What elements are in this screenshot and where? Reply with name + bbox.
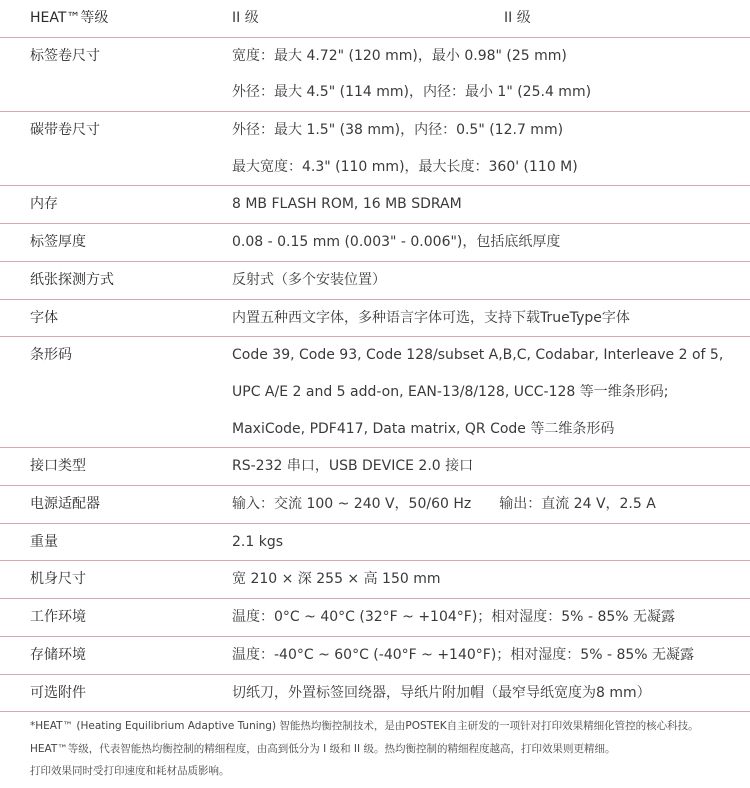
spec-values: [202, 38, 750, 111]
spec-row: [0, 486, 750, 524]
spec-value-line: [202, 599, 750, 636]
spec-value-line: [202, 224, 750, 261]
spec-row: [0, 637, 750, 675]
heat-line: [202, 0, 750, 37]
spec-label: 可选附件: [30, 684, 86, 701]
spec-value-line: [202, 637, 750, 674]
spec-row: [0, 186, 750, 224]
spec-row: [0, 112, 750, 186]
spec-values: [202, 186, 750, 223]
footnote-line-2: HEAT™等级，代表智能热均衡控制的精细程度，由高到低分为 I 级和 II 级。热均衡控制的精细程度越高，打印效果则更精细。: [30, 742, 616, 755]
spec-row: [0, 300, 750, 338]
heat-value-2: II 级: [504, 10, 531, 26]
spec-value-line: [202, 675, 750, 712]
spec-values: [202, 675, 750, 712]
spec-values: [202, 561, 750, 598]
spec-values: [202, 486, 750, 523]
spec-value-text: 内置五种西文字体，多种语言字体可选，支持下载TrueType字体: [232, 309, 630, 326]
spec-rows: [0, 38, 750, 713]
spec-value-line: [202, 374, 750, 411]
spec-values: [202, 524, 750, 561]
spec-label: 内存: [30, 196, 58, 213]
spec-row: [0, 262, 750, 300]
heat-label: HEAT™等级: [30, 10, 109, 26]
spec-value-text: MaxiCode, PDF417, Data matrix, QR Code 等二维条形码: [232, 420, 615, 437]
spec-values: [202, 224, 750, 261]
spec-row: [0, 38, 750, 112]
spec-label: 电源适配器: [30, 496, 100, 513]
spec-value-line: [202, 561, 750, 598]
spec-label: 标签厚度: [30, 234, 86, 251]
spec-value-text: 2.1 kgs: [232, 533, 284, 550]
spec-label: 条形码: [30, 347, 72, 364]
spec-value-line: [202, 300, 750, 337]
spec-value-line: [202, 448, 750, 485]
spec-values: [202, 637, 750, 674]
spec-value-line: [202, 262, 750, 299]
spec-values: [202, 448, 750, 485]
spec-value-text: 切纸刀，外置标签回绕器，导纸片附加帽（最窄导纸宽度为8 mm）: [232, 684, 651, 701]
spec-value-line: [202, 112, 750, 149]
spec-label: 存储环境: [30, 646, 86, 663]
heat-value-1: II 级: [232, 10, 259, 26]
spec-row: [0, 224, 750, 262]
spec-value-line: [202, 38, 750, 75]
spec-label: 标签卷尺寸: [30, 47, 100, 64]
spec-value-line: [202, 486, 750, 523]
heat-row: [0, 0, 750, 38]
spec-row: [0, 448, 750, 486]
spec-value-text: RS-232 串口，USB DEVICE 2.0 接口: [232, 458, 474, 475]
spec-value-text: 0.08 - 0.15 mm (0.003" - 0.006")，包括底纸厚度: [232, 234, 561, 251]
spec-value-text: UPC A/E 2 and 5 add-on, EAN-13/8/128, UCC-128 等一维条形码;: [232, 383, 669, 400]
spec-label: 碳带卷尺寸: [30, 122, 100, 139]
spec-value-text: 输入：交流 100 ~ 240 V，50/60 Hz: [232, 496, 472, 513]
spec-value-line: [202, 524, 750, 561]
spec-value-line: [202, 337, 750, 374]
spec-label: 接口类型: [30, 458, 86, 475]
spec-row: [0, 675, 750, 713]
spec-value-text: 宽度：最大 4.72" (120 mm)，最小 0.98" (25 mm): [232, 47, 567, 64]
footnote-line-3: 打印效果同时受打印速度和耗材品质影响。: [30, 765, 230, 777]
spec-label: 纸张探测方式: [30, 271, 114, 288]
spec-value-text: 外径：最大 4.5" (114 mm)，内径：最小 1" (25.4 mm): [232, 84, 592, 101]
spec-row: [0, 524, 750, 562]
heat-values: [202, 0, 750, 37]
spec-label: 工作环境: [30, 609, 86, 626]
spec-values: [202, 300, 750, 337]
spec-value-extra: 输出：直流 24 V，2.5 A: [499, 496, 656, 513]
spec-values: [202, 112, 750, 185]
spec-value-text: 温度：0°C ~ 40°C (32°F ~ +104°F)；相对湿度：5% - 85% 无凝露: [232, 609, 676, 626]
spec-value-text: 外径：最大 1.5" (38 mm)，内径：0.5" (12.7 mm): [232, 122, 564, 139]
spec-label: 重量: [30, 533, 58, 550]
spec-values: [202, 262, 750, 299]
footnote-line-1: *HEAT™ (Heating Equilibrium Adaptive Tuning) 智能热均衡控制技术，是由POSTEK自主研发的一项针对打印效果精细化管控的核心科技。: [30, 720, 699, 732]
spec-value-line: [202, 149, 750, 186]
spec-values: [202, 337, 750, 447]
spec-values: [202, 599, 750, 636]
spec-row: [0, 337, 750, 448]
footnote: [30, 715, 730, 783]
spec-label: 机身尺寸: [30, 571, 86, 588]
spec-value-text: 反射式（多个安装位置）: [232, 271, 386, 288]
spec-value-line: [202, 411, 750, 448]
spec-value-text: 8 MB FLASH ROM, 16 MB SDRAM: [232, 196, 462, 213]
spec-value-text: 最大宽度：4.3" (110 mm)，最大长度：360' (110 M): [232, 158, 578, 175]
spec-value-line: [202, 186, 750, 223]
spec-row: [0, 599, 750, 637]
spec-row: [0, 561, 750, 599]
spec-value-text: Code 39, Code 93, Code 128/subset A,B,C, Codabar, Interleave 2 of 5,: [232, 347, 724, 364]
spec-value-text: 宽 210 × 深 255 × 高 150 mm: [232, 571, 441, 588]
spec-value-text: 温度：-40°C ~ 60°C (-40°F ~ +140°F)；相对湿度：5% - 85% 无凝露: [232, 646, 695, 663]
spec-label: 字体: [30, 309, 58, 326]
spec-value-line: [202, 74, 750, 111]
